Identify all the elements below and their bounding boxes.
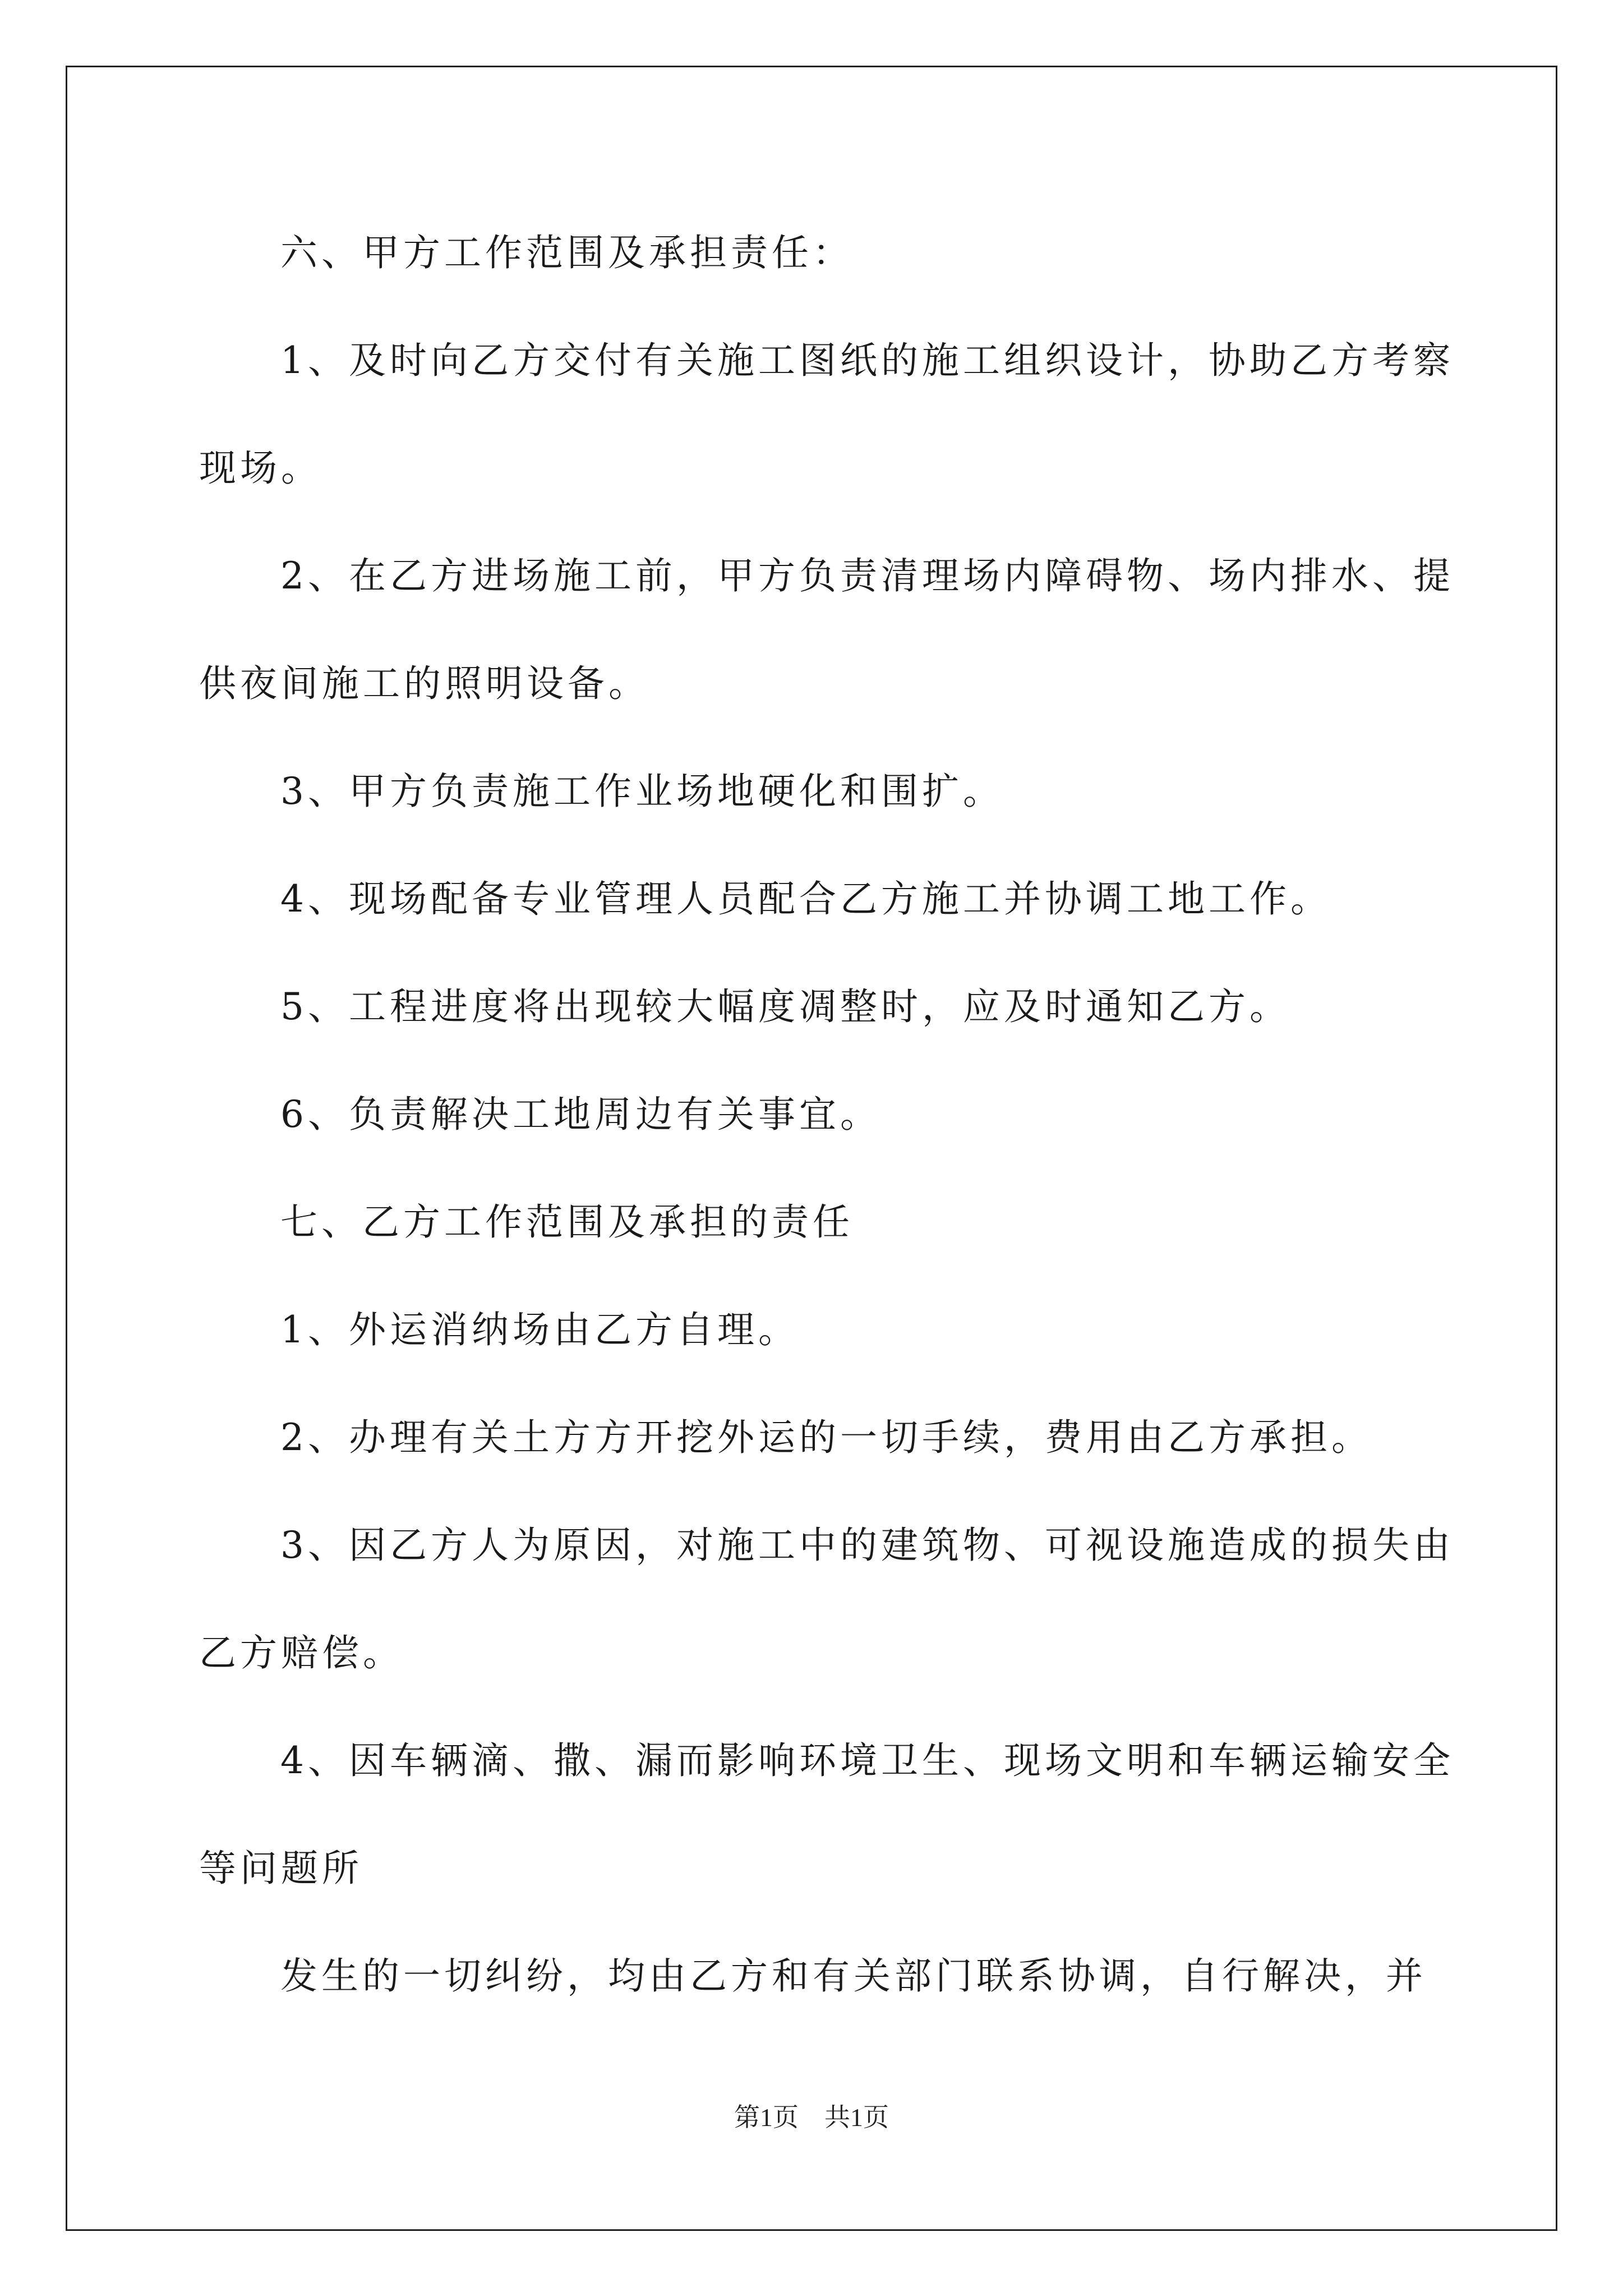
paragraph-line: 乙方赔偿。: [199, 1631, 404, 1674]
paragraph-line: 4、现场配备专业管理人员配合乙方施工并协调工地工作。: [280, 877, 1331, 921]
paragraph-line: 5、工程进度将出现较大幅度凋整时，应及时通知乙方。: [280, 985, 1290, 1028]
paragraph-line: 1、外运消纳场由乙方自理。: [280, 1308, 799, 1351]
paragraph-line: 2、在乙方进场施工前，甲方负责清理场内障碍物、场内排水、提: [280, 554, 1454, 597]
paragraph-line: 6、负责解决工地周边有关事宜。: [280, 1093, 881, 1136]
paragraph-line: 4、因车辆滴、撒、漏而影响环境卫生、现场文明和车辆运输安全: [280, 1739, 1454, 1782]
paragraph-line: 2、办理有关土方方开挖外运的一切手续，费用由乙方承担。: [280, 1416, 1372, 1459]
page-number-footer: 第1页 共1页: [734, 2103, 889, 2132]
paragraph-line: 1、及时向乙方交付有关施工图纸的施工组织设计，协助乙方考察: [280, 339, 1454, 382]
paragraph-line: 3、因乙方人为原因，对施工中的建筑物、可视设施造成的损失由: [280, 1524, 1454, 1567]
paragraph-line: 供夜间施工的照明设备。: [199, 662, 649, 705]
section-heading-party-a: 六、甲方工作范围及承担责任：: [280, 231, 854, 274]
paragraph-line: 发生的一切纠纷，均由乙方和有关部门联系协调，自行解决，并: [280, 1954, 1427, 1998]
paragraph-line: 3、甲方负责施工作业场地硬化和围扩。: [280, 770, 1004, 813]
paragraph-line: 等问题所: [199, 1847, 363, 1890]
section-heading-party-b: 七、乙方工作范围及承担的责任: [280, 1200, 854, 1244]
page-border: [66, 66, 1557, 2231]
paragraph-line: 现场。: [199, 447, 322, 490]
